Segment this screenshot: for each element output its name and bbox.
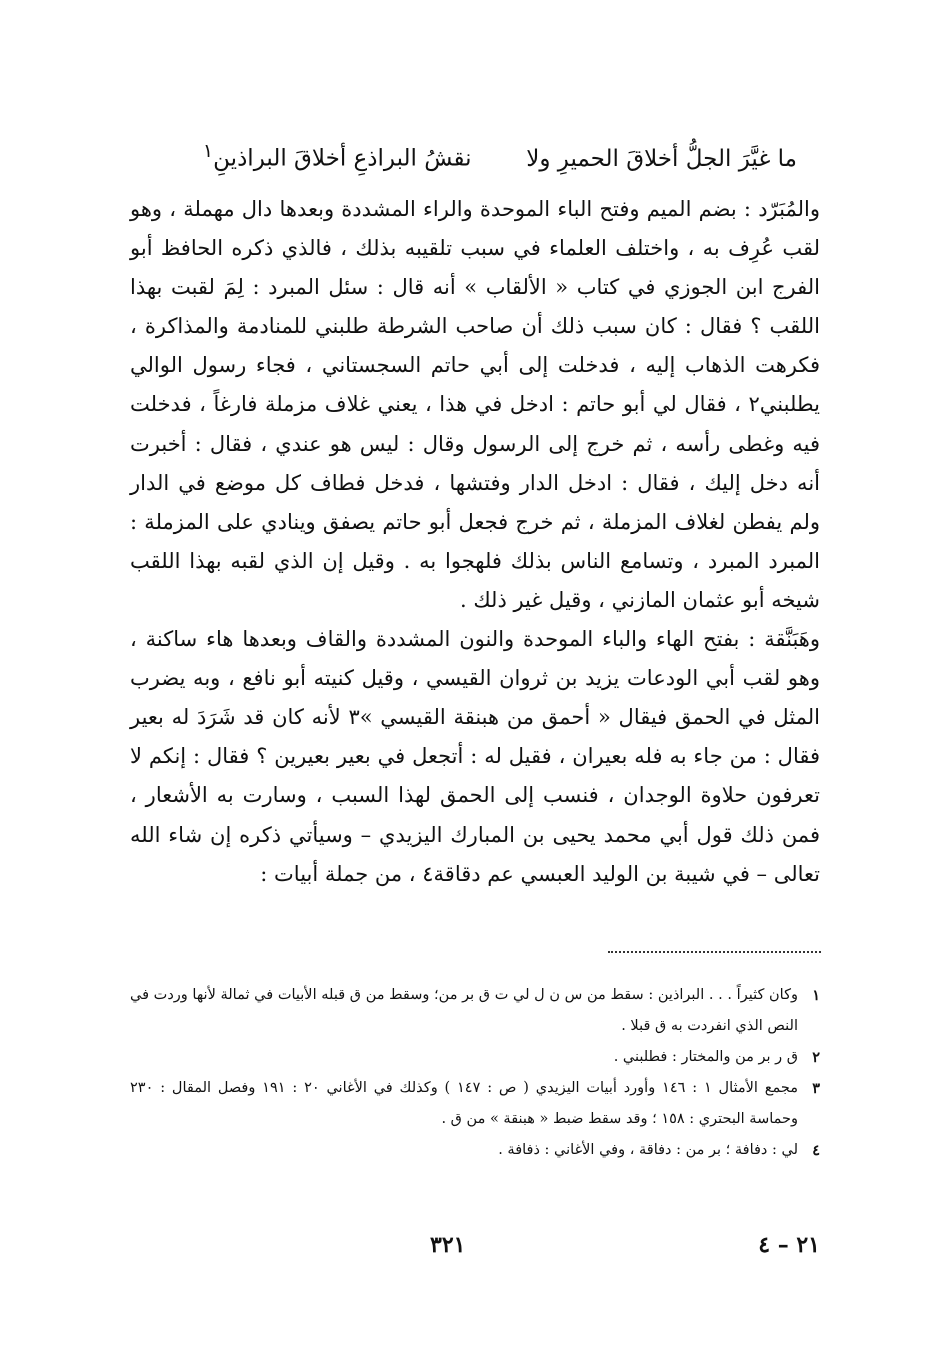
paragraph-mubarrad: والمُبَرّد : بضم الميم وفتح الباء الموحدة والراء المشددة وبعدها دال مهملة ، وهو لقب عُرِف به ، واختلف العلماء في سبب تلقيبه بذلك ، فالذي ذكره الحافظ أبو الفرج ابن الجوزي في كتاب « الألقاب » أنه قال : سئل المبرد : لِمَ لقبت بهذا اللقب ؟ فقال : كان سبب ذلك أن صاحب الشرطة طلبني للمنادمة والمذاكرة ، فكرهت الذهاب إليه ، فدخلت إلى أبي حاتم السجستاني ، فجاء رسول الوالي يطلبني٢ ، فقال لي أبو حاتم : ادخل في هذا ، يعني غلاف مزملة فارغاً ، فدخلت فيه وغطى رأسه ، ثم خرج إلى الرسول وقال : ليس هو عندي ، فقال : أخبرت أنه دخل إليك ، فقال : ادخل الدار وفتشها ، فدخل فطاف كل موضع في الدار ولم يفطن لغلاف المزملة ، ثم خرج فجعل أبو حاتم يصفق وينادي على المزملة : المبرد المبرد ، وتسامع الناس بذلك فلهجوا به . وقيل إن الذي لقبه بهذا اللقب شيخه أبو عثمان المازني ، وقيل غير ذلك . [130, 197, 820, 612]
verse-hemistich-first: ما غيَّرَ الجلُّ أخلاقَ الحميرِ ولا [526, 145, 797, 172]
paragraph-habannaqa: وهَبَنَّقة : بفتح الهاء والباء الموحدة والنون المشددة والقاف وبعدها هاء ساكنة ، وهو لقب أبي الودعات يزيد بن ثروان القيسي ، وقيل كنيته أبو نافع ، وبه يضرب المثل في الحمق فيقال « أحمق من هبنقة القيسي »٣ لأنه كان قد شَرَدَ له بعير فقال : من جاء به فله بعيران ، فقيل له : أتجعل في بعير بعيرين ؟ فقال : إنكم لا تعرفون حلاوة الوجدان ، فنسب إلى الحمق لهذا السبب ، وسارت به الأشعار ، فمن ذلك قول أبي محمد يحيى بن المبارك اليزيدي – وسيأتي ذكره إن شاء الله تعالى – في شيبة بن الوليد العبسي عم دقاقة٤ ، من جملة أبيات : [130, 627, 820, 886]
footnote-text: لي : دفافة ؛ بر من : دفاقة ، وفي الأغاني : ذفافة . [498, 1142, 798, 1158]
footnotes [130, 980, 820, 1166]
footnote-number: ٢ [812, 1049, 820, 1066]
footnote-text: مجمع الأمثال ١ : ١٤٦ وأورد أبيات اليزيدي ( ص : ١٤٧ ) وكذلك في الأغاني ٢٠ : ١٩١ وفصل المقال : ٢٣٠ وحماسة البحتري : ١٥٨ ؛ وقد سقط ضبط « هبنقة » من ق . [130, 1080, 798, 1127]
signature-mark: ٢١ – ٤ [758, 1232, 820, 1258]
footnote-number: ٤ [812, 1142, 820, 1159]
footnote-separator [608, 951, 821, 953]
verse-hemistich-second: نقشُ البراذعِ أخلاقَ البراذينِ [213, 145, 472, 172]
page-number: ٣٢١ [430, 1232, 466, 1258]
footnote-item [130, 1135, 820, 1166]
main-text [130, 190, 820, 894]
footnote-number: ١ [812, 987, 820, 1004]
footnote-text: وكان كثيراً . . . البراذين : سقط من س ن ل لي ت ق بر من؛ وسقط من ق قبله الأبيات في ثمالة لأنها وردت في النص الذي انفردت به ق قبلا . [130, 987, 798, 1034]
footnote-number: ٣ [812, 1080, 820, 1097]
footnote-mark: ١ [202, 139, 214, 162]
page-footer [130, 1232, 820, 1268]
footnote-item [130, 1073, 820, 1135]
footnote-text: ق ر بر من والمختار : فطلبني . [613, 1049, 798, 1065]
verse-line [117, 134, 797, 176]
footnote-item [130, 1042, 820, 1073]
footnote-item [130, 980, 820, 1042]
